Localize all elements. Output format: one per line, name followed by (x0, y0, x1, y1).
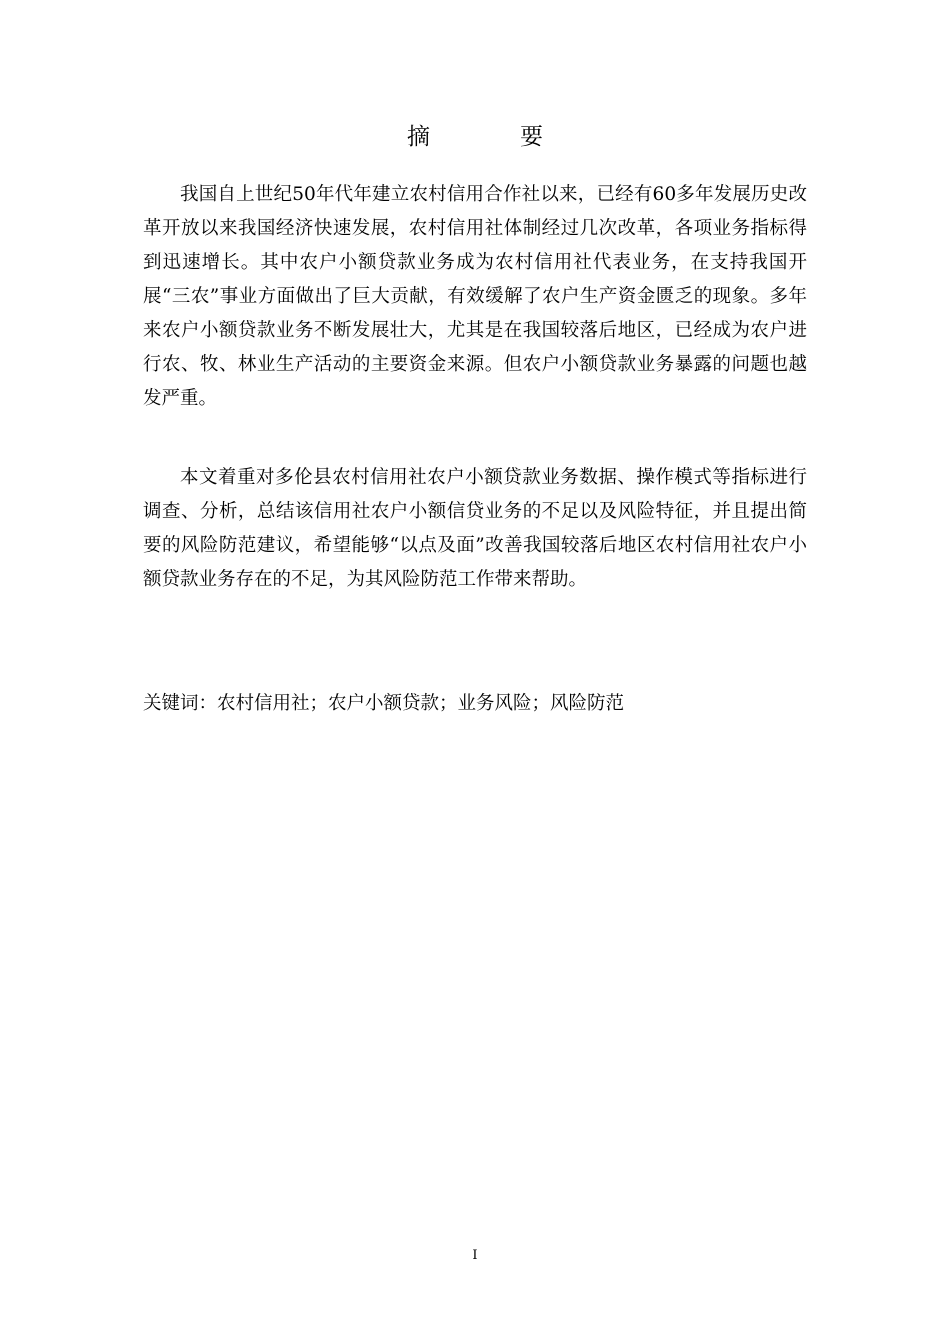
abstract-title: 摘要 (407, 124, 633, 150)
page-number: I (472, 1248, 478, 1263)
abstract-paragraph-1: 我国自上世纪50年代年建立农村信用合作社以来，已经有60多年发展历史改革开放以来我国经济快速发展，农村信用社体制经过几次改革，各项业务指标得到迅速增长。其中农户小额贷款业务成为农村信用社代表业务，在支持我国开展“三农”事业方面做出了巨大贡献，有效缓解了农户生产资金匮乏的现象。多年来农户小额贷款业务不断发展壮大，尤其是在我国较落后地区，已经成为农户进行农、牧、林业生产活动的主要资金来源。但农户小额贷款业务暴露的问题也越发严重。 (143, 184, 807, 409)
keywords-line: 关键词：农村信用社；农户小额贷款；业务风险；风险防范 (143, 693, 625, 714)
abstract-paragraph-2: 本文着重对多伦县农村信用社农户小额贷款业务数据、操作模式等指标进行调查、分析，总结该信用社农户小额信贷业务的不足以及风险特征，并且提出简要的风险防范建议，希望能够“以点及面”改善我国较落后地区农村信用社农户小额贷款业务存在的不足，为其风险防范工作带来帮助。 (143, 467, 807, 590)
